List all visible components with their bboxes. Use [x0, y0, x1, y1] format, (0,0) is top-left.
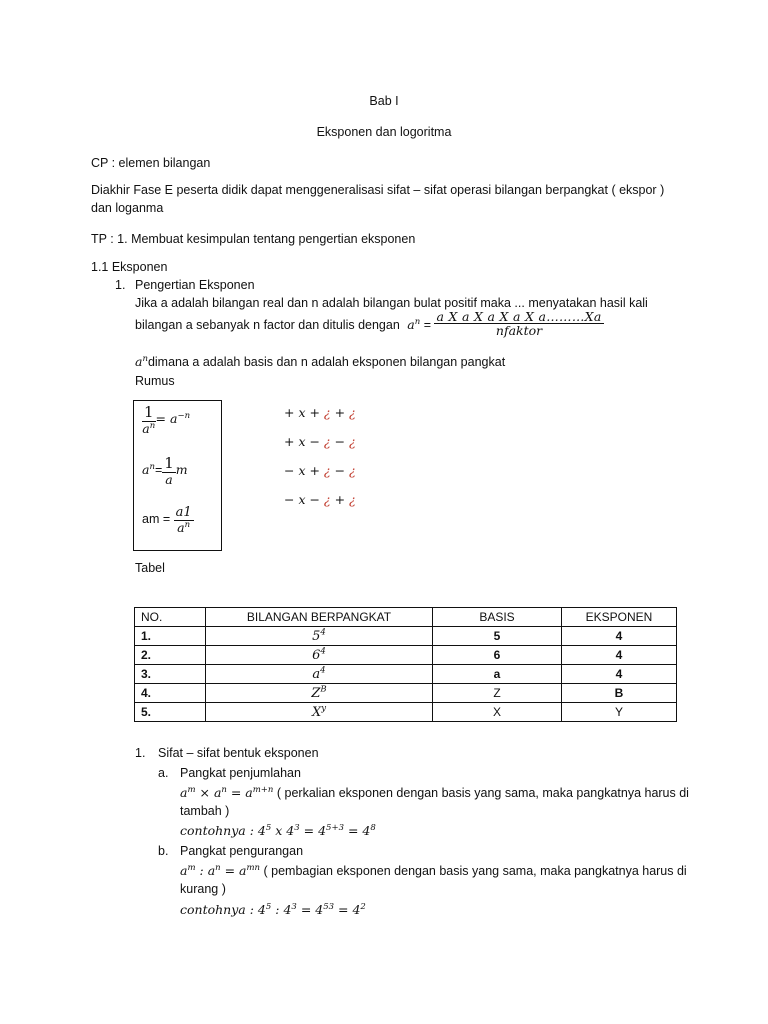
table-row: [135, 627, 677, 646]
rumus-label: Rumus: [135, 374, 175, 388]
cell-bilangan: $5^4$: [206, 627, 433, 646]
cell-basis: a: [433, 665, 562, 684]
cell-bilangan: $6^4$: [206, 646, 433, 665]
sifat-b-title: Pangkat pengurangan: [180, 844, 304, 858]
formula-3-lhs: am =: [142, 512, 171, 527]
definition-text: bilangan a sebanyak n factor dan ditulis dengan: [135, 317, 400, 332]
sifat-b-formula: $a^m$ : $a^n = a^{mn}$: [180, 862, 261, 878]
definition-line-1: Jika a adalah bilangan real dan n adalah bilangan bulat positif maka ... menyatakan hasil kali: [135, 296, 648, 310]
list-letter: b.: [158, 844, 169, 858]
header-basis: BASIS: [433, 608, 562, 627]
cell-eksponen: 4: [562, 646, 677, 665]
formula-2: [142, 456, 188, 486]
cell-eksponen: B: [562, 684, 677, 703]
formula-1-rhs: = $a^{-n}$: [155, 411, 191, 427]
formula-3-fraction: [174, 506, 194, 534]
basis-text: dimana a adalah basis dan n adalah eksponen bilangan pangkat: [147, 355, 506, 369]
subsection-title: Pengertian Eksponen: [135, 278, 255, 292]
description-line-2: dan loganma: [91, 201, 164, 215]
fraction-numerator: a X a X a X a X a………Xa: [436, 309, 602, 324]
formula-2-tail: m: [175, 462, 188, 478]
tabel-label: Tabel: [135, 561, 165, 575]
basis-line: [135, 354, 505, 369]
definition-fraction: [434, 310, 603, 337]
definition-line-2: [135, 309, 604, 339]
formula-1-den: $a^n$: [142, 420, 156, 436]
cell-eksponen: 4: [562, 627, 677, 646]
sifat-a-text-2: tambah ): [180, 804, 230, 818]
table-header-row: [135, 608, 677, 627]
sifat-a-formula-line: [180, 785, 689, 800]
description-line-1: Diakhir Fase E peserta didik dapat menggeneralisasi sifat – sifat operasi bilangan berpangkat ( ekspor ): [91, 183, 665, 197]
section-heading: 1.1 Eksponen: [91, 260, 168, 274]
table-row: [135, 684, 677, 703]
formula-1-num: 1: [144, 403, 154, 421]
sifat-title: Sifat – sifat bentuk eksponen: [158, 746, 319, 760]
tp-line: TP : 1. Membuat kesimpulan tentang pengertian eksponen: [91, 232, 416, 246]
sifat-a-title: Pangkat penjumlahan: [180, 766, 301, 780]
sifat-b-formula-line: [180, 863, 687, 878]
formula-2-num: 1: [164, 454, 174, 472]
sifat-b-text-2: kurang ): [180, 882, 226, 896]
cell-basis: X: [433, 703, 562, 722]
formula-2-eq: =: [154, 463, 163, 478]
sifat-b-text: ( pembagian eksponen dengan basis yang sama, maka pangkatnya harus di: [260, 864, 687, 878]
formula-1: [142, 405, 190, 435]
basis-base: a: [135, 354, 143, 369]
cell-eksponen: 4: [562, 665, 677, 684]
formula-lhs: $a^n$: [407, 316, 421, 332]
sign-rule-4: − x − ¿ + ¿: [284, 492, 356, 507]
header-no: NO.: [135, 608, 206, 627]
list-letter: a.: [158, 766, 169, 780]
formula-1-fraction: [142, 405, 156, 435]
cell-basis: 6: [433, 646, 562, 665]
cell-no: 1.: [135, 627, 206, 646]
basis-exp: n: [142, 353, 148, 364]
table-row: [135, 646, 677, 665]
sifat-b-example: contohnya : $4^5$ : $4^3 = 4^{53} = 4^2$: [180, 901, 366, 917]
list-number: 1.: [135, 746, 146, 760]
formula-3: [142, 506, 194, 534]
cell-eksponen: Y: [562, 703, 677, 722]
cell-basis: Z: [433, 684, 562, 703]
sign-rule-3: − x + ¿ − ¿: [284, 463, 356, 478]
formula-2-lhs: $a^n$: [142, 462, 155, 478]
cell-no: 3.: [135, 665, 206, 684]
cp-line: CP : elemen bilangan: [91, 156, 211, 170]
list-number: 1.: [115, 278, 126, 292]
cell-no: 5.: [135, 703, 206, 722]
exponent-table: [134, 607, 677, 722]
cell-basis: 5: [433, 627, 562, 646]
cell-bilangan: $Z^B$: [206, 684, 433, 703]
sign-rule-1: + x + ¿ + ¿: [284, 405, 356, 420]
formula-2-den: a: [165, 471, 173, 487]
sifat-a-formula: $a^m \times a^n = a^{m+n}$: [180, 784, 274, 800]
formula-2-fraction: [162, 456, 176, 486]
cell-bilangan: $a^4$: [206, 665, 433, 684]
chapter-heading: Bab I: [369, 94, 399, 108]
formula-3-num: a1: [175, 505, 192, 520]
cell-no: 4.: [135, 684, 206, 703]
table-row: [135, 703, 677, 722]
header-eksponen: EKSPONEN: [562, 608, 677, 627]
cell-no: 2.: [135, 646, 206, 665]
equals-sign: =: [423, 317, 431, 332]
table-row: [135, 665, 677, 684]
sign-rule-2: + x − ¿ − ¿: [284, 434, 356, 449]
sifat-a-text: ( perkalian eksponen dengan basis yang sama, maka pangkatnya harus di: [273, 786, 689, 800]
sifat-a-example: contohnya : $4^5$ x $4^3 = 4^{5+3} = 4^8$: [180, 822, 376, 838]
document-title: Eksponen dan logoritma: [316, 125, 452, 139]
cell-bilangan: $X^y$: [206, 703, 433, 722]
fraction-denominator: nfaktor: [495, 323, 543, 339]
formula-3-den: $a^n$: [177, 519, 191, 535]
header-bilangan: BILANGAN BERPANGKAT: [206, 608, 433, 627]
